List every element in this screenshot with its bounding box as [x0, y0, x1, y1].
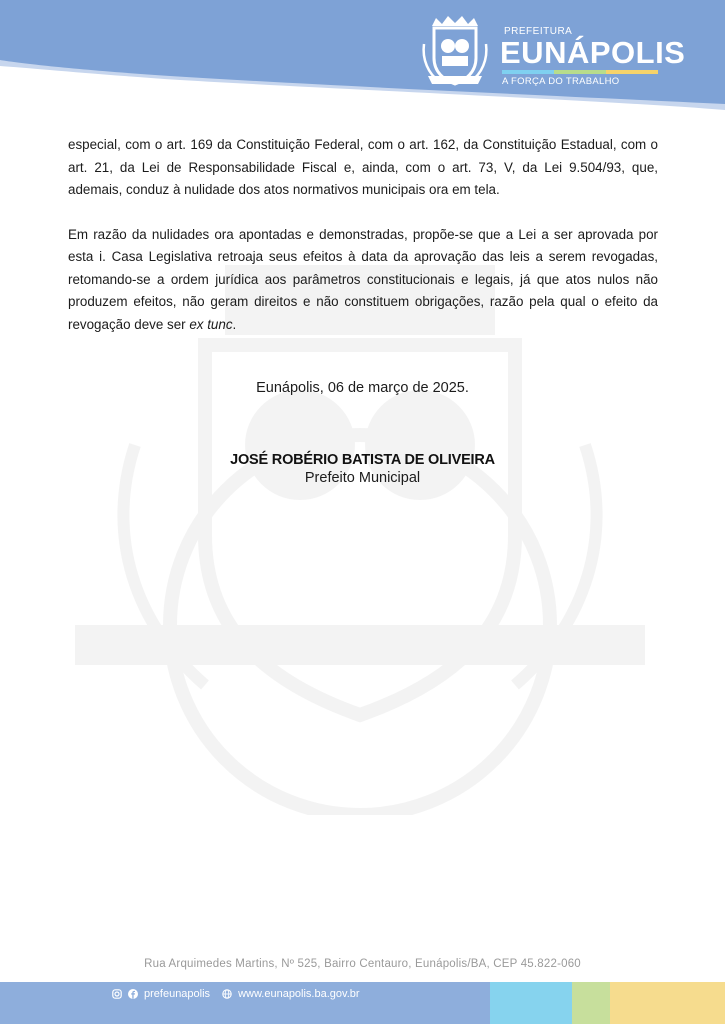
footer-yellow-segment: [610, 982, 725, 1024]
prefeitura-label: PREFEITURA: [504, 26, 573, 37]
footer-blue-segment: [0, 982, 490, 1024]
footer-cyan-segment: [490, 982, 572, 1024]
city-name: EUNÁPOLIS: [500, 35, 686, 70]
signatory-role: Prefeito Municipal: [304, 470, 421, 486]
body-paragraph-2-italic: ex tunc: [189, 316, 233, 332]
date-line: Eunápolis, 06 de março de 2025.: [256, 380, 469, 396]
body-paragraph-2-text: Em razão da nulidades ora apontadas e demonstradas, propõe-se que a Lei a ser aprovada por esta i. Casa Legislativa retroaja seus efeitos à data da aprovação das leis a serem revogadas, retomando-se a ordem jurídica aos parâmetros constitucionais e legais, já que atos nulos não produzem efeitos, não geram direitos e não constituem obrigações, razão pela qual o efeito da revogação deve ser: [68, 226, 658, 332]
footer-band: [0, 982, 725, 1024]
body-paragraph-2-end: .: [232, 316, 237, 332]
footer-links: [112, 988, 360, 1000]
body-paragraph-2: [68, 224, 658, 337]
prefeitura-logo: [420, 14, 686, 94]
social-handle-link[interactable]: prefeunapolis: [144, 988, 211, 1000]
facebook-icon: [128, 989, 138, 999]
instagram-icon: [112, 989, 122, 999]
body-paragraph-1: especial, com o art. 169 da Constituição Federal, com o art. 162, da Constituição Estadual, com o art. 21, da Lei de Responsabilidade Fiscal e, ainda, com o art. 73, V, da Lei 9.504/93, que, ademais, conduz à nulidade dos atos normativos municipais ora em tela.: [68, 137, 658, 197]
city-slogan: A FORÇA DO TRABALHO: [502, 76, 620, 87]
city-coat-of-arms-icon: [420, 14, 490, 92]
footer-address: Rua Arquimedes Martins, Nº 525, Bairro Centauro, Eunápolis/BA, CEP 45.822-060: [144, 958, 581, 970]
brand-color-stripes: [502, 70, 658, 74]
signatory-name: JOSÉ ROBÉRIO BATISTA DE OLIVEIRA: [230, 452, 495, 468]
website-link[interactable]: www.eunapolis.ba.gov.br: [238, 988, 360, 1000]
globe-icon: [222, 989, 232, 999]
document-body: [68, 134, 658, 336]
footer-green-segment: [572, 982, 610, 1024]
